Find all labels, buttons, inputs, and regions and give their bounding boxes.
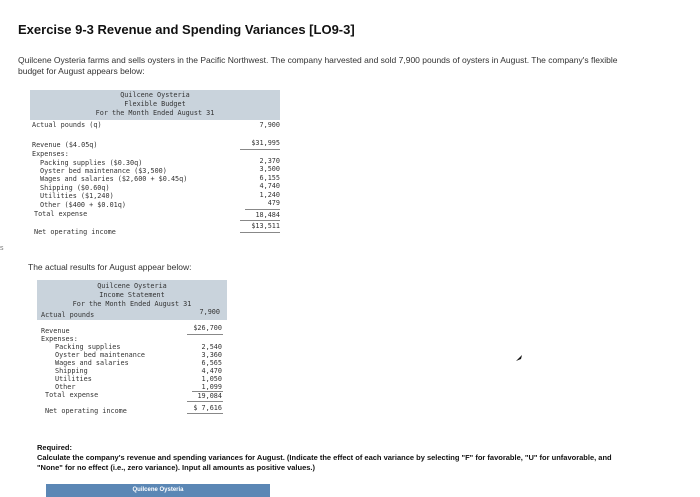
- net-income-value: $13,511: [251, 222, 280, 230]
- actual-pounds-label: Actual pounds: [41, 311, 95, 319]
- expense-value: 1,050: [201, 375, 222, 383]
- actual-results-text: The actual results for August appear below:: [28, 262, 192, 272]
- edge-mark: s: [0, 245, 4, 252]
- expense-label: Other ($400 + $0.01q): [40, 201, 126, 209]
- statement-name: Income Statement: [99, 291, 165, 299]
- intro-text: Quilcene Oysteria farms and sells oysters in the Pacific Northwest. The company harvested and sold 7,900 pounds of oysters in August. The company's flexible budget for August appears below:: [18, 55, 618, 76]
- page-title: Exercise 9-3 Revenue and Spending Variances [LO9-3]: [18, 22, 355, 37]
- expense-label: Oyster bed maintenance ($3,500): [40, 167, 167, 175]
- required-section: [37, 443, 637, 473]
- total-expense-value: 19,084: [197, 392, 222, 400]
- statement-name: Flexible Budget: [124, 100, 186, 108]
- required-text: Calculate the company's revenue and spending variances for August. (Indicate the effect of each variance by selecting "F" for favorable, "U" for unfavorable, and "None" for no effect (i.e., zero variance). Input all amounts as positive values.): [37, 453, 612, 472]
- rule: [187, 334, 223, 335]
- expense-label: Wages and salaries ($2,600 + $0.45q): [40, 175, 188, 183]
- expense-label: Shipping: [55, 367, 88, 375]
- income-statement-table: [37, 280, 227, 425]
- actual-pounds-label: Actual pounds (q): [32, 121, 102, 129]
- total-expense-label: Total expense: [34, 210, 88, 218]
- expense-value: 2,540: [201, 343, 222, 351]
- required-label: Required:: [37, 443, 73, 452]
- rule: [240, 149, 280, 150]
- answer-tab-quilcene-oysteria[interactable]: Quilcene Oysteria: [46, 484, 270, 497]
- flexible-budget-table: [30, 90, 280, 238]
- expense-value: 3,500: [259, 165, 280, 173]
- period: For the Month Ended August 31: [95, 109, 215, 117]
- expense-value: 1,240: [259, 191, 280, 199]
- expense-label: Utilities: [55, 375, 92, 383]
- rule: [245, 209, 280, 210]
- expense-label: Packing supplies: [55, 343, 121, 351]
- expense-value: 4,740: [259, 182, 280, 190]
- expense-value: 479: [267, 199, 280, 207]
- rule: [240, 232, 280, 233]
- mouse-cursor-icon: [515, 349, 523, 367]
- revenue-label: Revenue ($4.05q): [32, 141, 98, 149]
- company-name: Quilcene Oysteria: [97, 282, 167, 290]
- company-name: Quilcene Oysteria: [120, 91, 190, 99]
- expense-value: 2,370: [259, 157, 280, 165]
- expense-label: Wages and salaries: [55, 359, 129, 367]
- rule: [187, 401, 223, 402]
- net-income-value: $ 7,616: [193, 404, 222, 412]
- expense-label: Oyster bed maintenance: [55, 351, 146, 359]
- net-income-label: Net operating income: [34, 228, 116, 236]
- expense-label: Packing supplies ($0.30q): [40, 159, 143, 167]
- actual-pounds-value: 7,900: [259, 121, 280, 129]
- total-expense-value: 18,484: [255, 211, 280, 219]
- expense-value: 3,360: [201, 351, 222, 359]
- total-expense-label: Total expense: [45, 391, 99, 399]
- rule: [240, 220, 280, 221]
- expense-value: 6,155: [259, 174, 280, 182]
- revenue-value: $26,700: [193, 324, 222, 332]
- period: For the Month Ended August 31: [72, 300, 192, 308]
- expense-label: Other: [55, 383, 76, 391]
- expense-label: Utilities ($1,240): [40, 192, 114, 200]
- expenses-label: Expenses:: [32, 150, 69, 158]
- revenue-value: $31,995: [251, 139, 280, 147]
- net-income-label: Net operating income: [45, 407, 127, 415]
- revenue-label: Revenue: [41, 327, 70, 335]
- expenses-label: Expenses:: [41, 335, 78, 343]
- expense-label: Shipping ($0.60q): [40, 184, 110, 192]
- expense-value: 4,470: [201, 367, 222, 375]
- expense-value: 6,565: [201, 359, 222, 367]
- flexible-budget-header: [30, 90, 280, 120]
- actual-pounds-value: 7,900: [199, 308, 220, 316]
- rule: [187, 413, 223, 414]
- expense-value: 1,099: [201, 383, 222, 391]
